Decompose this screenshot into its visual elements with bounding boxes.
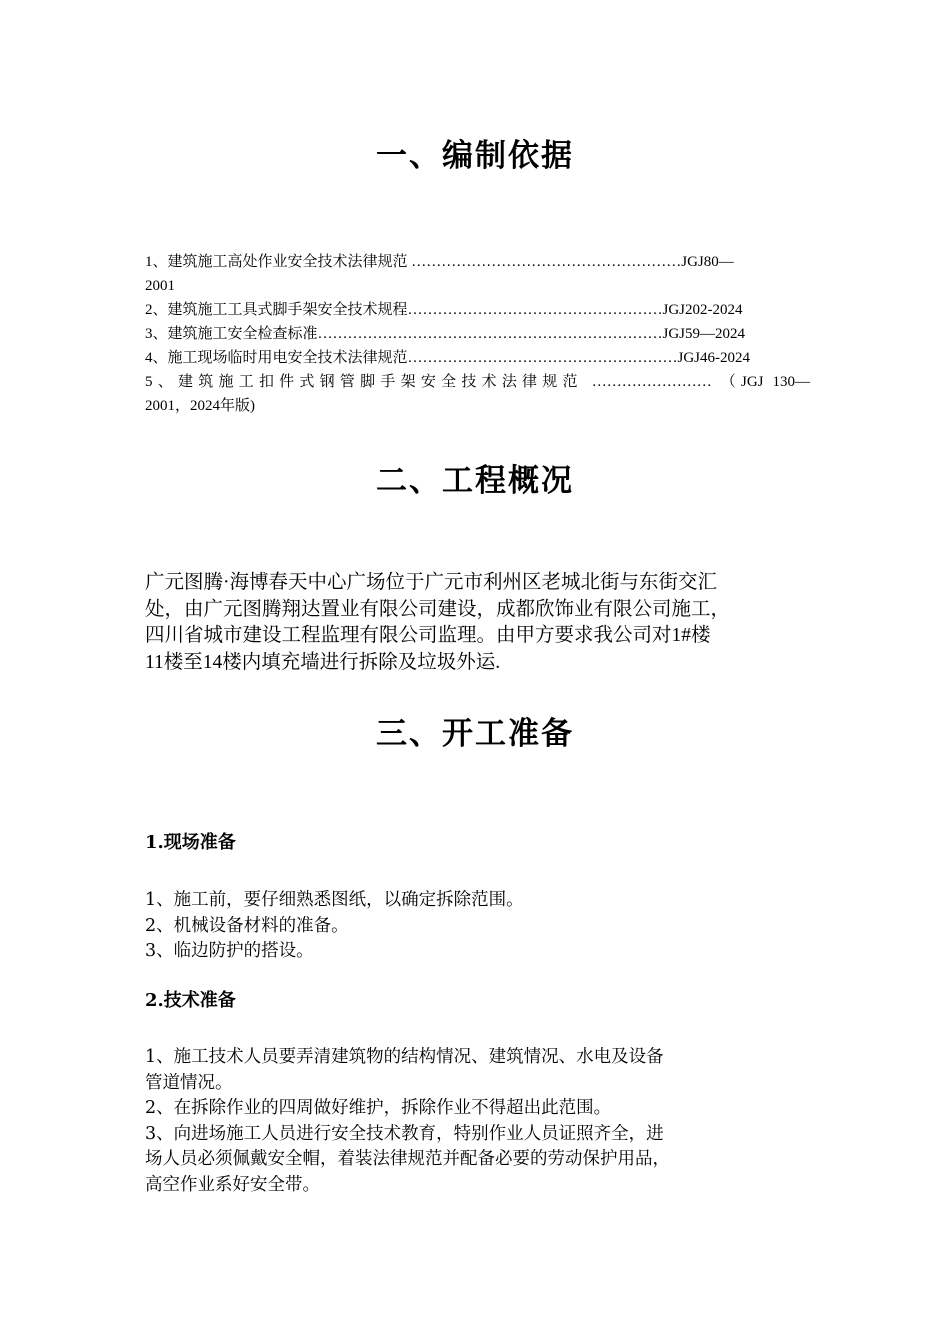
overview-line: 广元图腾·海博春天中心广场位于广元市利州区老城北街与东街交汇 [145,572,717,593]
subheading-tech-prep: 2.技术准备 [145,990,236,1011]
reference-item-4: 4、施工现场临时用电安全技术法律规范………………………………………………JGJ46-2024 [145,350,751,366]
reference-item-1-cont: 2001 [145,278,175,294]
overview-line: 四川省城市建设工程监理有限公司监理。由甲方要求我公司对1#楼 [145,625,711,646]
reference-item-5-cont: 2001，2024年版) [145,398,255,414]
heading-prep: 三、开工准备 [376,716,574,752]
list-item: 3、临边防护的搭设。 [145,941,314,961]
site-prep-list [145,888,815,965]
list-item: 1、施工技术人员要弄清建筑物的结构情况、建筑情况、水电及设备 [145,1047,664,1067]
reference-item-1: 1、建筑施工高处作业安全技术法律规范 ………………………………………………JGJ80— [145,254,734,270]
list-item: 1、施工前，要仔细熟悉图纸，以确定拆除范围。 [145,890,524,910]
heading-basis: 一、编制依据 [376,138,574,174]
reference-item-3: 3、建筑施工安全检查标准……………………………………………………………JGJ59—2024 [145,326,746,342]
overview-line: 11楼至14楼内填充墙进行拆除及垃圾外运. [145,651,501,673]
list-item-cont: 管道情况。 [145,1072,233,1093]
overview-paragraph [145,570,815,676]
heading-overview: 二、工程概况 [376,463,574,499]
subheading-site-prep: 1.现场准备 [145,832,236,853]
reference-item-2: 2、建筑施工工具式脚手架安全技术规程……………………………………………JGJ202-2024 [145,302,743,318]
list-item: 3、向进场施工人员进行安全技术教育，特别作业人员证照齐全，进 [145,1123,664,1144]
reference-list [145,250,810,418]
list-item: 2、在拆除作业的四周做好维护，拆除作业不得超出此范围。 [145,1098,612,1118]
overview-line: 处，由广元图腾翔达置业有限公司建设，成都欣饰业有限公司施工， [145,598,731,620]
list-item-cont: 高空作业系好安全带。 [145,1174,320,1195]
tech-prep-list [145,1045,815,1198]
reference-item-5: 5、建筑施工扣件式钢管脚手架安全技术法律规范 …………………… （JGJ 130— [145,374,810,390]
list-item: 2、机械设备材料的准备。 [145,915,349,936]
list-item-cont: 场人员必须佩戴安全帽，着装法律规范并配备必要的劳动保护用品， [145,1149,670,1169]
